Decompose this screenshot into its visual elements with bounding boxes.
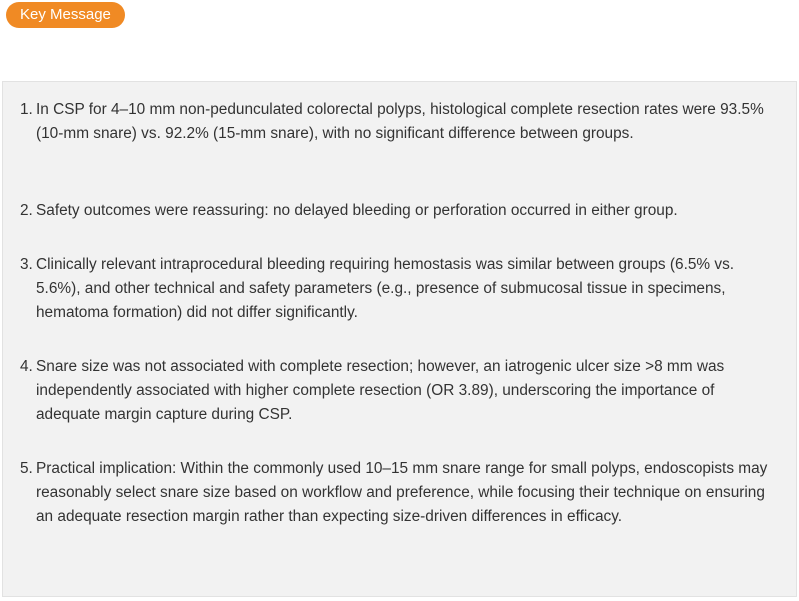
- key-message-item-2: [20, 199, 772, 223]
- item-text: In CSP for 4–10 mm non-pedunculated colorectal polyps, histological complete resection rates were 93.5% (10-mm snare) vs. 92.2% (15-mm snare), with no significant difference between groups.: [36, 101, 764, 142]
- item-text: Practical implication: Within the commonly used 10–15 mm snare range for small polyps, endoscopists may reasonably select snare size based on workflow and preference, while focusing their technique on ensuring an adequate resection margin rather than expecting size-driven differences in efficacy.: [36, 460, 768, 525]
- key-message-item-5: [20, 457, 772, 529]
- key-message-item-3: [20, 253, 772, 325]
- item-number: 3.: [20, 256, 33, 273]
- key-message-badge: Key Message: [6, 2, 125, 28]
- key-message-item-4: [20, 355, 772, 427]
- item-text: Snare size was not associated with complete resection; however, an iatrogenic ulcer size >8 mm was independently associated with higher complete resection (OR 3.89), underscoring the importance of adequate margin capture during CSP.: [36, 358, 725, 423]
- item-number: 1.: [20, 101, 33, 118]
- item-text: Clinically relevant intraprocedural bleeding requiring hemostasis was similar between groups (6.5% vs. 5.6%), and other technical and safety parameters (e.g., presence of submucosal tissue in specimens, hematoma formation) did not differ significantly.: [36, 256, 735, 321]
- key-message-panel: [2, 81, 797, 597]
- item-number: 4.: [20, 358, 33, 375]
- item-number: 2.: [20, 202, 33, 219]
- item-number: 5.: [20, 460, 33, 477]
- item-text: Safety outcomes were reassuring: no delayed bleeding or perforation occurred in either group.: [36, 202, 678, 219]
- key-message-item-1: [20, 98, 772, 146]
